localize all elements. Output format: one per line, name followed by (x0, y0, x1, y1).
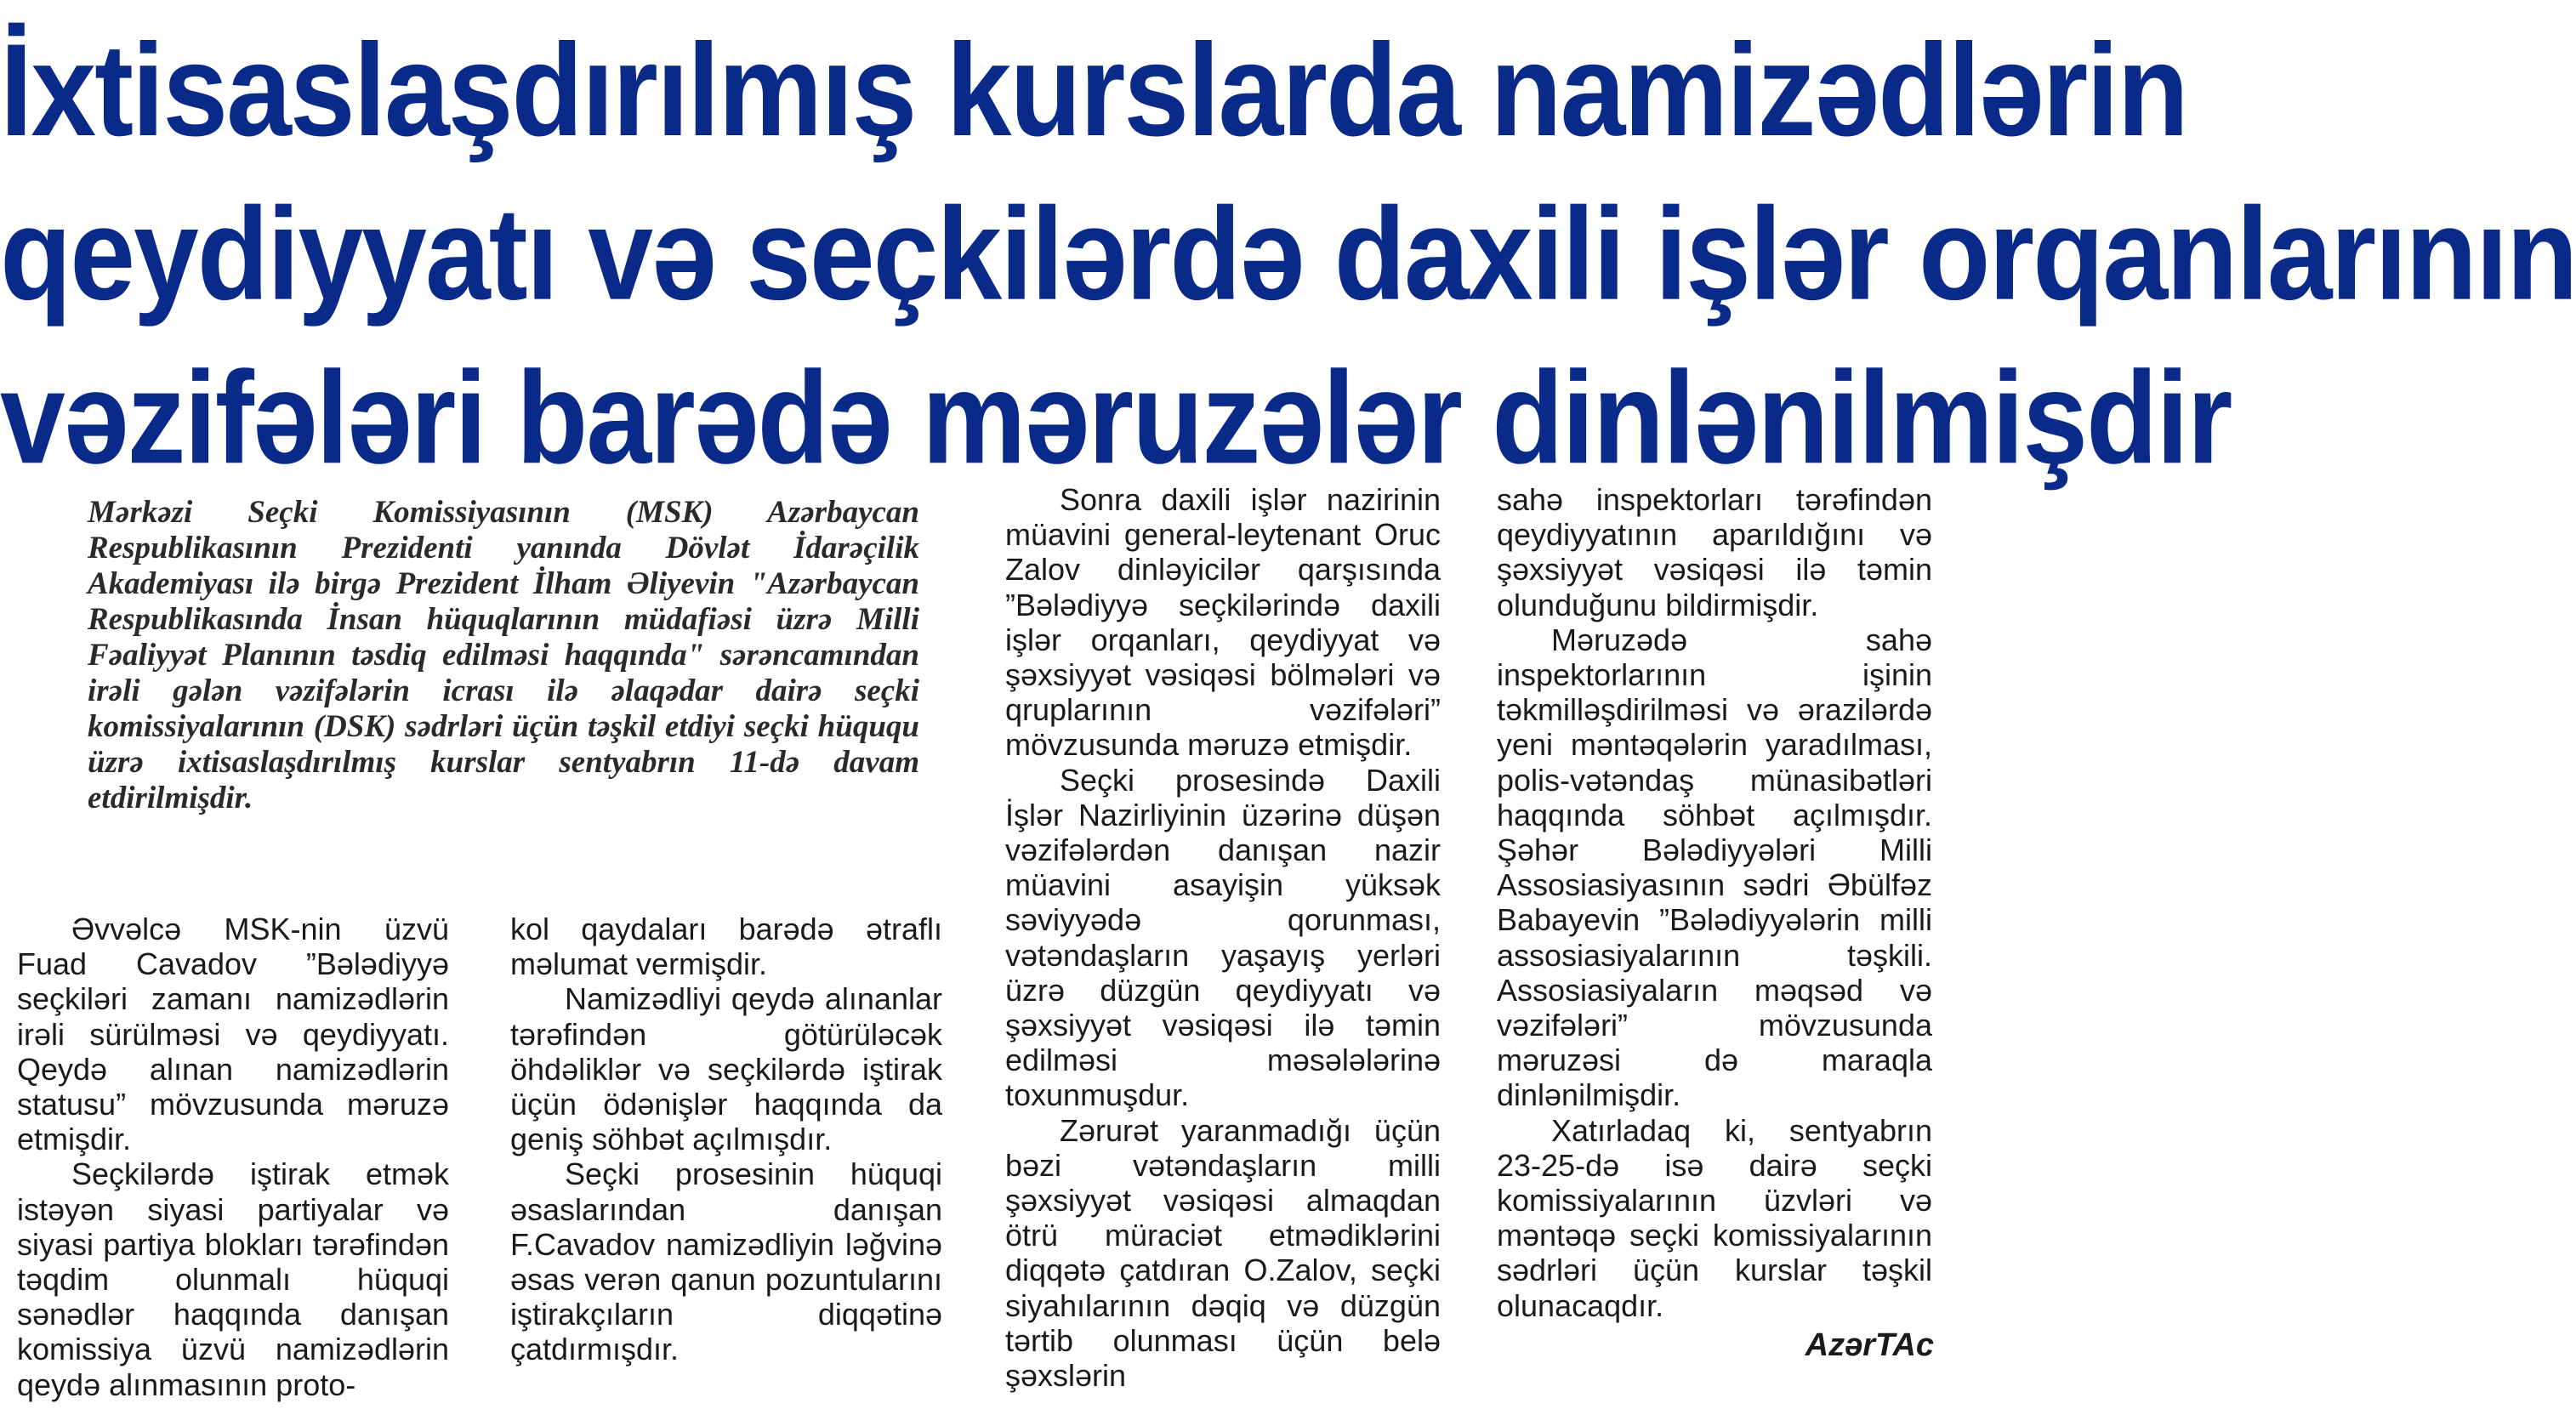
text-column-2 (510, 912, 942, 1367)
headline-line-3: vəzifələri barədə məruzələr dinlənilmişdir (0, 344, 2232, 491)
paragraph: sahə inspektorları tərəfindən qeydiyyatının aparıldığını və şəxsiyyət vəsiqəsi ilə təmin olunduğunu bildirmişdir. (1497, 482, 1932, 622)
text-column-4 (1497, 482, 1932, 1323)
news-source: AzərTAc (1805, 1327, 1934, 1363)
headline-line-1: İxtisaslaşdırılmış kurslarda namizədlərin (0, 17, 2187, 164)
headline-line-2: qeydiyyatı və seçkilərdə daxili işlər orqanlarının (0, 180, 2576, 328)
text-column-1 (17, 912, 449, 1402)
paragraph: Seçki prosesinin hüquqi əsaslarından danışan F.Cavadov namizədliyin ləğvinə əsas verən qanun pozuntularını iştirakçıların diqqətinə çatdırmışdır. (510, 1156, 942, 1367)
paragraph: Seçkilərdə iştirak etmək istəyən siyasi partiyalar və siyasi partiya blokları tərəfindən təqdim olunmalı hüquqi sənədlər haqqında danışan komissiya üzvü namizədlərin qeydə alınmasının proto- (17, 1156, 449, 1402)
text-column-3 (1005, 482, 1441, 1393)
paragraph: kol qaydaları barədə ətraflı məlumat vermişdir. (510, 912, 942, 982)
paragraph: Zərurət yaranmadığı üçün bəzi vətəndaşların milli şəxsiyyət vəsiqəsi almaqdan ötrü müraciət etmədiklərini diqqətə çatdıran O.Zalov, seçki siyahılarının dəqiq və düzgün tərtib olunması üçün belə şəxslərin (1005, 1112, 1441, 1394)
paragraph: Sonra daxili işlər nazirinin müavini general-leytenant Oruc Zalov dinləyicilər qarşısında ”Bələdiyyə seçkilərində daxili işlər orqanları, qeydiyyat və şəxsiyyət vəsiqəsi bölmələri və qruplarının vəzifələri” mövzusunda məruzə etmişdir. (1005, 482, 1441, 763)
article-headline (0, 9, 2576, 500)
paragraph: Namizədliyi qeydə alınanlar tərəfindən götürüləcək öhdəliklər və seçkilərdə iştirak üçün ödənişlər haqqında da geniş söhbət açılmışdır. (510, 981, 942, 1157)
paragraph: Xatırladaq ki, sentyabrın 23-25-də isə dairə seçki komissiyalarının üzvləri və məntəqə seçki komissiyalarının sədrləri üçün kurslar təşkil olunacaqdır. (1497, 1112, 1932, 1323)
paragraph: Məruzədə sahə inspektorlarının işinin təkmilləşdirilməsi və ərazilərdə yeni məntəqələrin yaradılması, polis-vətəndaş münasibətləri haqqında söhbət açılmışdır. Şəhər Bələdiyyələri Milli Assosiasiyasının sədri Əbülfəz Babayevin ”Bələdiyyələrin milli assosiasiyalarının təşkili. Assosiasiyaların məqsəd və vəzifələri” mövzusunda məruzəsi də maraqla dinlənilmişdir. (1497, 622, 1932, 1113)
paragraph: Əvvəlcə MSK-nin üzvü Fuad Cavadov ”Bələdiyyə seçkiləri zamanı namizədlərin irəli sürülməsi və qeydiyyatı. Qeydə alınan namizədlərin statusu” mövzusunda məruzə etmişdir. (17, 912, 449, 1157)
paragraph: Seçki prosesində Daxili İşlər Nazirliyinin üzərinə düşən vəzifələrdən danışan nazir müavini asayişin yüksək səviyyədə qorunması, vətəndaşların yaşayış yerləri üzrə düzgün qeydiyyatı və şəxsiyyət vəsiqəsi ilə təmin edilməsi məsələlərinə toxunmuşdur. (1005, 762, 1441, 1113)
article-lead: Mərkəzi Seçki Komissiyasının (MSK) Azərbaycan Respublikasının Prezidenti yanında Dövlət İdarəçilik Akademiyası ilə birgə Prezident İlham Əliyevin "Azərbaycan Respublikasında İnsan hüquqlarının müdafiəsi üzrə Milli Fəaliyyət Planının təsdiq edilməsi haqqında" sərəncamından irəli gələn vəzifələrin icrası ilə əlaqədar dairə seçki komissiyalarının (DSK) sədrləri üçün təşkil etdiyi seçki hüququ üzrə ixtisaslaşdırılmış kurslar sentyabrın 11-də davam etdirilmişdir. (88, 495, 919, 815)
